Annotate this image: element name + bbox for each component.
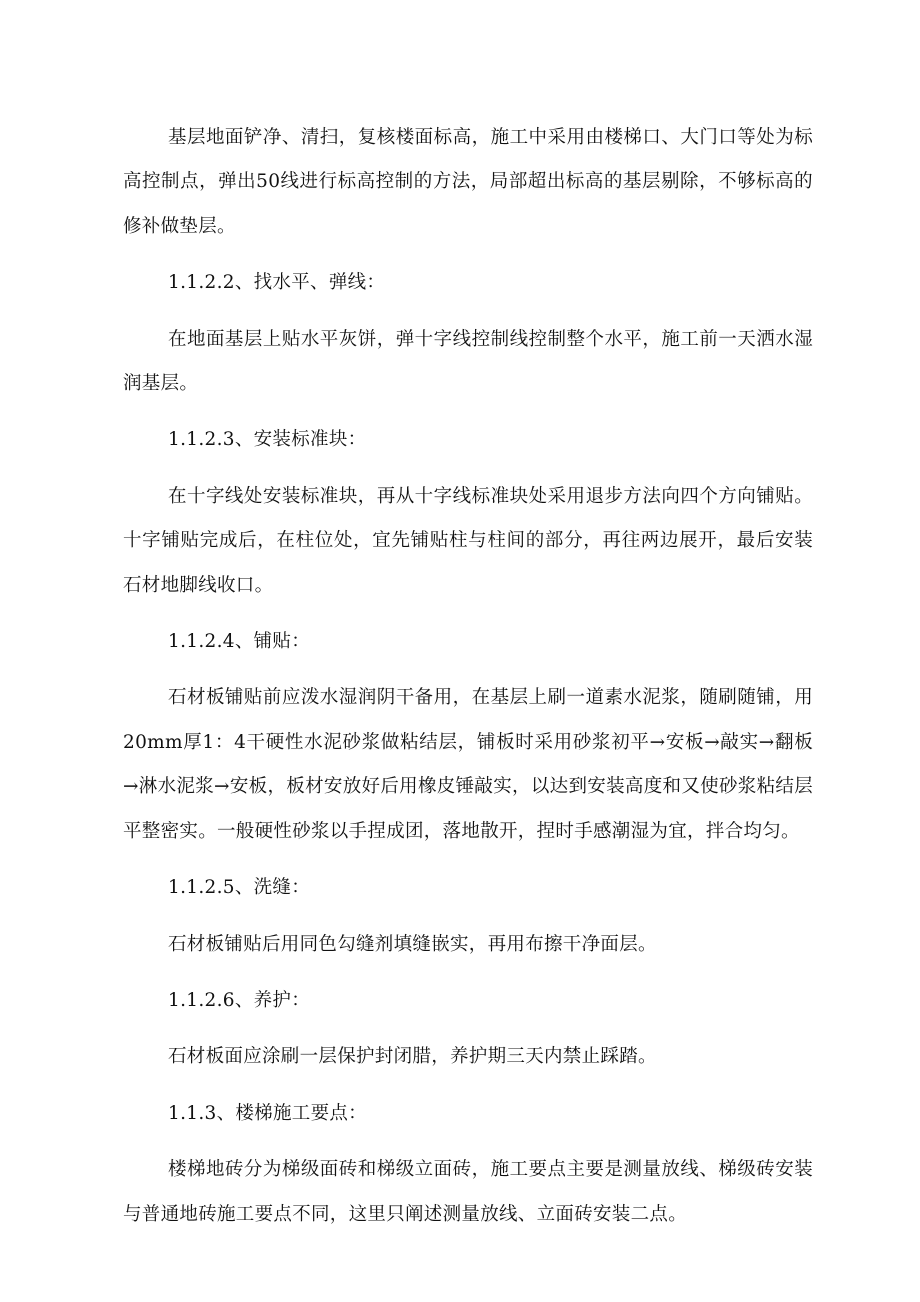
section-heading-curing: 1.1.2.6、养护： [168, 989, 311, 1011]
document-body [123, 116, 813, 1237]
section-heading-joint-cleaning: 1.1.2.5、洗缝： [168, 877, 311, 899]
section-heading-standard-block: 1.1.2.3、安装标准块： [168, 429, 367, 451]
paragraph-stair-construction: 楼梯地砖分为梯级面砖和梯级立面砖，施工要点主要是测量放线、梯级砖安装与普通地砖施工要点不同，这里只阐述测量放线、立面砖安装二点。 [123, 1159, 813, 1225]
paragraph-joint-cleaning: 石材板铺贴后用同色勾缝剂填缝嵌实，再用布擦干净面层。 [168, 933, 657, 955]
paragraph-laying: 石材板铺贴前应泼水湿润阴干备用，在基层上刷一道素水泥浆，随刷随铺，用20mm厚1：4干硬性水泥砂浆做粘结层，铺板时采用砂浆初平→安板→敲实→翻板→淋水泥浆→安板，板材安放好后用橡皮锤敲实，以达到安装高度和又使砂浆粘结层平整密实。一般硬性砂浆以手捏成团，落地散开，捏时手感潮湿为宜，拌合均匀。 [123, 687, 813, 842]
section-heading-stair-construction: 1.1.3、楼梯施工要点： [168, 1102, 367, 1124]
paragraph-curing: 石材板面应涂刷一层保护封闭腊，养护期三天内禁止踩踏。 [168, 1046, 657, 1068]
section-heading-laying: 1.1.2.4、铺贴： [168, 631, 311, 653]
section-heading-leveling: 1.1.2.2、找水平、弹线： [168, 272, 386, 294]
paragraph-base-layer-prep: 基层地面铲净、清扫，复核楼面标高，施工中采用由楼梯口、大门口等处为标高控制点，弹出50线进行标高控制的方法，局部超出标高的基层剔除，不够标高的修补做垫层。 [123, 127, 813, 237]
paragraph-standard-block: 在十字线处安装标准块，再从十字线标准块处采用退步方法向四个方向铺贴。十字铺贴完成后，在柱位处，宜先铺贴柱与柱间的部分，再往两边展开，最后安装石材地脚线收口。 [123, 485, 813, 596]
paragraph-leveling: 在地面基层上贴水平灰饼，弹十字线控制线控制整个水平，施工前一天洒水湿润基层。 [123, 328, 813, 395]
